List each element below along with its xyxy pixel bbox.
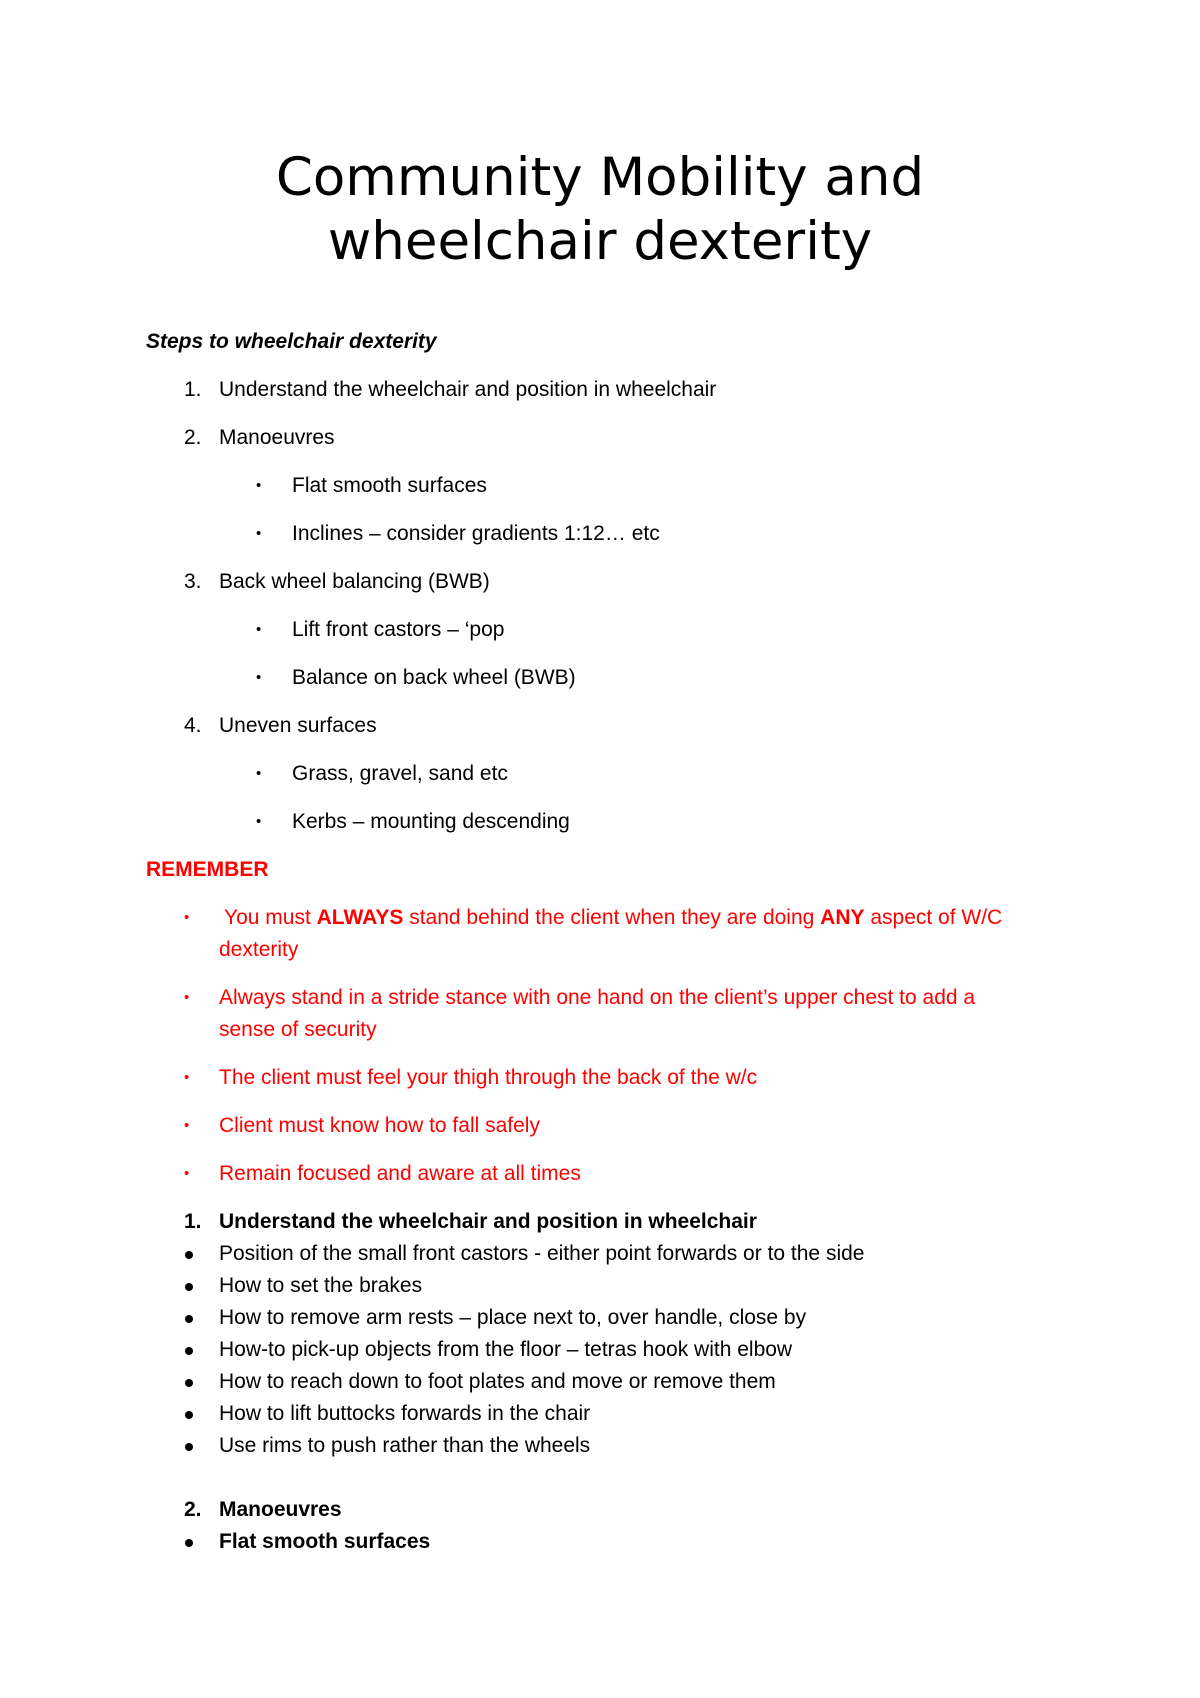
step-3: Back wheel balancing (BWB) [219,570,490,593]
remember-item-1-cont: dexterity [219,938,299,961]
step-4: Uneven surfaces [219,714,377,737]
section-1-item: How to lift buttocks forwards in the chair [219,1402,591,1425]
step-2: Manoeuvres [219,426,335,449]
remember-item-2-cont: sense of security [219,1018,377,1041]
step-2-sub-2: Inclines – consider gradients 1:12… etc [292,522,660,545]
step-3-sub-1: Lift front castors – ‘pop [292,618,505,641]
bullet-glyph: • [256,669,262,686]
remember-item-4: Client must know how to fall safely [219,1114,540,1137]
step-number: 1. [184,378,202,401]
bullet-glyph: • [256,813,262,830]
section-2-item: Flat smooth surfaces [219,1530,431,1553]
bullet-dot [185,1315,193,1323]
section-1-item: Use rims to push rather than the wheels [219,1434,591,1457]
doc-title-line-2: wheelchair dexterity [327,211,873,272]
bullet-dot [185,1443,193,1451]
section-1-item: How-to pick-up objects from the floor – tetras hook with elbow [219,1338,793,1361]
section-1-item: How to set the brakes [219,1274,423,1297]
bullet-dot [185,1347,193,1355]
bullet-glyph: • [256,621,262,638]
steps-heading: Steps to wheelchair dexterity [146,330,437,353]
remember-item-3: The client must feel your thigh through the back of the w/c [219,1066,758,1089]
bullet-dot [185,1283,193,1291]
bullet-glyph: • [184,1117,190,1134]
step-1: Understand the wheelchair and position in wheelchair [219,378,717,401]
bullet-dot [185,1411,193,1419]
bullet-glyph: • [256,765,262,782]
step-number: 2. [184,426,202,449]
step-3-sub-2: Balance on back wheel (BWB) [292,666,576,689]
remember-item-1: You must ALWAYS stand behind the client when they are doing ANY aspect of W/C [224,906,1003,929]
step-4-sub-1: Grass, gravel, sand etc [292,762,508,785]
remember-heading: REMEMBER [146,858,269,881]
step-number: 4. [184,714,202,737]
section-2-heading: Manoeuvres [219,1498,342,1521]
remember-item-2: Always stand in a stride stance with one hand on the client’s upper chest to add a [219,986,976,1009]
bullet-glyph: • [184,989,190,1006]
bullet-dot [185,1251,193,1259]
bullet-glyph: • [256,477,262,494]
remember-item-5: Remain focused and aware at all times [219,1162,581,1185]
bullet-glyph: • [184,1069,190,1086]
bullet-dot [185,1379,193,1387]
bullet-dot [185,1539,193,1547]
step-4-sub-2: Kerbs – mounting descending [292,810,570,833]
step-2-sub-1: Flat smooth surfaces [292,474,487,497]
section-number: 2. [184,1498,202,1521]
section-number: 1. [184,1210,202,1233]
bullet-glyph: • [184,1165,190,1182]
bullet-glyph: • [184,909,190,926]
section-1-item: How to remove arm rests – place next to, over handle, close by [219,1306,807,1329]
bullet-glyph: • [256,525,262,542]
section-1-item: Position of the small front castors - either point forwards or to the side [219,1242,865,1265]
step-number: 3. [184,570,202,593]
section-1-item: How to reach down to foot plates and move or remove them [219,1370,776,1393]
doc-title-line-1: Community Mobility and [275,147,925,208]
section-1-heading: Understand the wheelchair and position in wheelchair [219,1210,757,1233]
